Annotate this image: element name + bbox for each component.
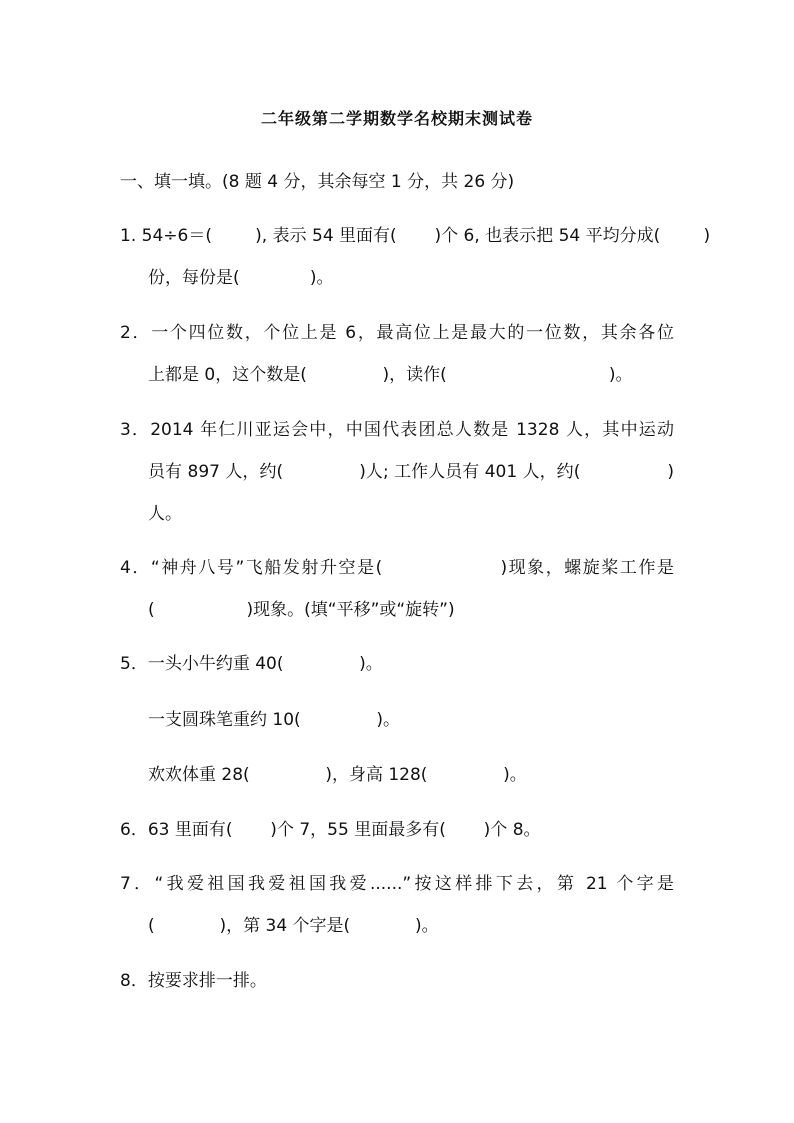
question-5-line-3: 欢欢体重 28( )，身高 128( )。 [148, 765, 527, 785]
question-6-line-1: 6．63 里面有( )个 7，55 里面最多有( )个 8。 [120, 820, 541, 840]
question-3-line-2: 员有 897 人，约( )人; 工作人员有 401 人，约( ) [148, 462, 674, 482]
page-title: 二年级第二学期数学名校期末测试卷 [260, 109, 533, 128]
question-3-line-3: 人。 [148, 504, 182, 524]
question-3-line-1: 3．2014 年仁川亚运会中，中国代表团总人数是 1328 人，其中运动 [120, 420, 674, 440]
question-7-line-1: 7．“我爱祖国我爱祖国我爱......”按这样排下去，第 21 个字是 [120, 874, 674, 894]
question-4-line-2: ( )现象。(填“平移”或“旋转”) [148, 600, 455, 620]
question-5-line-2: 一支圆珠笔重约 10( )。 [148, 710, 400, 730]
question-4-line-1: 4．“神舟八号”飞船发射升空是( )现象，螺旋桨工作是 [120, 558, 674, 578]
question-7-line-2: ( )，第 34 个字是( )。 [148, 916, 439, 936]
question-5-line-1: 5．一头小牛约重 40( )。 [120, 654, 383, 674]
question-2-line-1: 2．一个四位数，个位上是 6，最高位上是最大的一位数，其余各位 [120, 323, 674, 343]
question-8-line-1: 8．按要求排一排。 [120, 971, 267, 991]
question-1-line-1: 1. 54÷6＝( ), 表示 54 里面有( )个 6, 也表示把 54 平均分成( ) [120, 226, 711, 246]
section-heading: 一、填一填。(8 题 4 分，其余每空 1 分，共 26 分) [120, 172, 515, 192]
question-1-line-2: 份，每份是( )。 [148, 268, 334, 288]
question-2-line-2: 上都是 0，这个数是( )，读作( )。 [148, 365, 633, 385]
